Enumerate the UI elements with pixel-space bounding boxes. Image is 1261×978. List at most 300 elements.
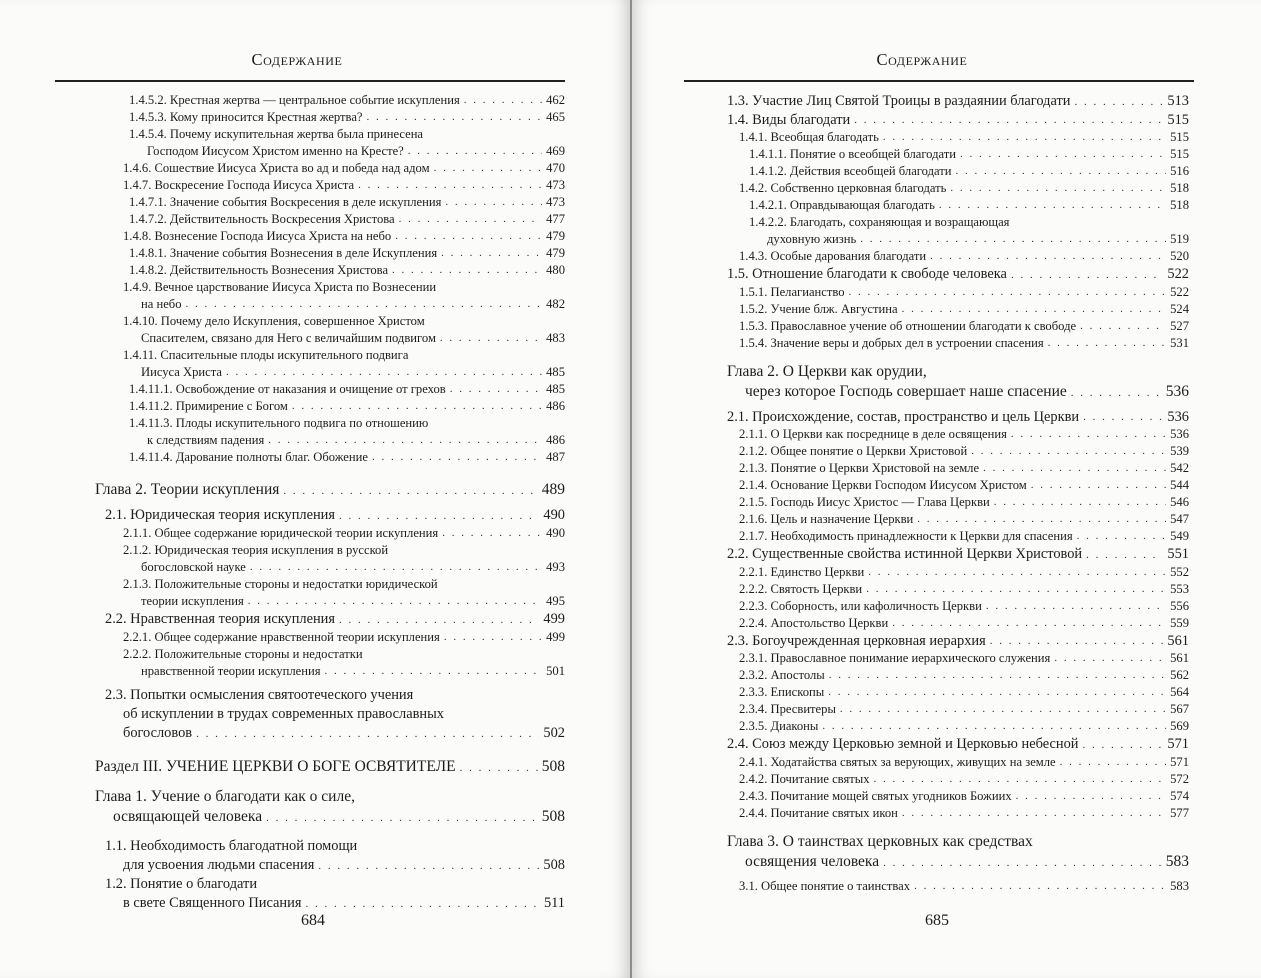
page-number: 684 [301,912,325,929]
toc-entry [95,245,565,262]
toc-entry [727,684,1189,701]
toc-entry [727,214,1189,248]
toc-entry [727,92,1189,111]
toc-page-number: 508 [541,758,565,775]
leader-dots [866,584,1166,595]
toc-page-number: 501 [546,664,565,678]
leader-dots [1071,388,1162,399]
leader-dots [292,401,542,412]
toc-page-number: 527 [1170,318,1189,333]
toc-page-number: 520 [1170,249,1189,263]
toc-page-number: 493 [546,560,565,574]
toc-entry-title-line: 1.4.1.1. Понятие о всеобщей благодати [749,147,957,161]
leader-dots [460,763,538,774]
toc-page-number: 547 [1170,512,1189,526]
leader-dots [1083,412,1163,423]
leader-dots [186,299,543,310]
toc-entry [727,129,1189,146]
toc-entry [727,301,1189,318]
toc-page-number: 480 [546,263,565,277]
leader-dots [917,514,1166,525]
toc-entry [727,564,1189,581]
toc-page-number: 542 [1170,461,1189,475]
toc-page-number: 536 [1170,427,1189,441]
toc-entry [727,788,1189,805]
toc-entry [95,506,565,525]
toc-entry-title-line: 1.4.8.2. Действительность Вознесения Христова [129,263,389,277]
toc-entry-title-line: к следствиям падения [147,433,265,447]
toc-entry [95,398,565,415]
toc-entry [727,443,1189,460]
leader-dots [840,704,1166,715]
toc-entry [727,615,1189,632]
toc-page-number: 490 [546,526,565,540]
toc-page-number: 486 [546,433,565,447]
toc-entry-title-line: Господом Иисусом Христом именно на Кресте? [147,144,404,158]
toc-entry-title-line: 1.2. Понятие о благодати [105,876,258,892]
toc-entry [95,875,565,913]
toc-entry-title-line: 1.4.10. Почему дело Искупления, совершенное Христом [123,314,425,328]
toc-entry-title-line: 2.4.1. Ходатайства святых за верующих, живущих на земле [739,754,1056,769]
toc-entry-title-line: 2.4.2. Почитание святых [739,771,870,786]
leader-dots [829,670,1166,681]
toc-entry-title-line: 2.1.1. Общее содержание юридической теории искупления [123,526,439,540]
left-page [0,0,630,978]
leader-dots [440,333,542,344]
leader-dots [1016,791,1166,802]
toc-entry-title-line: 2.1.6. Цель и назначение Церкви [739,512,914,526]
toc-entry [95,211,565,228]
toc-page-number: 522 [1170,284,1189,299]
leader-dots [268,435,542,446]
toc-entry [727,146,1189,163]
toc-entry-title-line: 2.1.4. Основание Церкви Господом Иисусом Христом [739,478,1027,492]
toc-entry-title-line: 1.4.5.4. Почему искупительная жертва была принесена [129,127,424,141]
toc-entry-title-line: 1.3. Участие Лиц Святой Троицы в раздаянии благодати [727,93,1071,109]
toc-entry-title-line: 2.3.2. Апостолы [739,668,825,682]
toc-entry-title-line: 2.4.4. Почитание святых икон [739,805,898,820]
toc-entry [95,92,565,109]
toc-entry [727,805,1189,822]
toc-page-number: 556 [1170,598,1189,613]
leader-dots [444,632,542,643]
page-number: 685 [925,912,949,929]
toc-entry-title-line: 1.4.1. Всеобщая благодать [739,130,879,144]
toc-page-number: 574 [1170,788,1189,803]
toc-entry [727,598,1189,615]
toc-entry-title-line: 1.4.8. Вознесение Господа Иисуса Христа на небо [123,229,392,243]
toc-entry [727,667,1189,684]
toc-entry [727,197,1189,214]
toc-entry [95,686,565,743]
toc-entry [727,111,1189,130]
leader-dots [318,861,539,872]
leader-dots [367,112,543,123]
toc-page-number: 567 [1170,702,1189,716]
toc-entry-title-line: 1.4.1.2. Действия всеобщей благодати [749,164,952,178]
toc-entry [727,701,1189,718]
toc-entry [95,194,565,211]
toc-page-number: 490 [543,507,565,523]
toc-entry [727,265,1189,284]
toc-entry-title-line: богословов [123,725,193,741]
toc-entry [95,228,565,245]
leader-dots [971,446,1166,457]
toc-entry [727,163,1189,180]
toc-entry [95,415,565,449]
toc-page-number: 473 [546,178,565,192]
toc-page-number: 477 [546,212,565,226]
toc-entry [95,837,565,875]
leader-dots [868,567,1166,578]
leader-dots [450,384,542,395]
toc-entry-title-line: 1.4. Виды благодати [727,111,851,128]
toc-page-number: 524 [1170,301,1189,316]
toc-entry [727,771,1189,788]
toc-entry-title-line: 2.3.5. Диаконы [739,719,819,733]
toc-page-number: 479 [546,229,565,243]
toc-entry-title-line: 2.1.2. Общее понятие о Церкви Христовой [739,444,968,458]
toc-page-number: 571 [1170,754,1189,769]
table-of-contents [727,92,1189,895]
header-rule [55,80,565,82]
toc-page-number: 482 [546,297,565,311]
leader-dots [434,163,543,174]
leader-dots [305,899,539,910]
toc-page-number: 485 [546,382,565,396]
leader-dots [408,146,542,157]
toc-entry [95,381,565,398]
toc-entry [727,650,1189,667]
toc-entry-title-line: 2.1. Юридическая теория искупления [105,507,335,523]
toc-page-number: 551 [1167,546,1189,562]
toc-entry [727,408,1189,427]
toc-entry [727,248,1189,265]
toc-entry-title-line: 1.4.5.3. Кому приносится Крестная жертва? [129,110,363,124]
leader-dots [986,601,1166,612]
toc-page-number: 470 [546,161,565,175]
toc-entry-title-line: Глава 2. О Церкви как орудии, [727,362,927,380]
toc-entry [727,545,1189,564]
leader-dots [392,265,542,276]
toc-page-number: 499 [543,611,565,627]
toc-entry-title-line: 1.4.11. Спасительные плоды искупительного подвига [123,348,409,362]
leader-dots [395,231,542,242]
toc-entry-title-line: Глава 2. Теории искупления [95,481,280,498]
toc-page-number: 487 [546,450,565,464]
leader-dots [860,234,1166,245]
toc-entry [95,279,565,313]
leader-dots [1077,531,1166,542]
toc-page-number: 485 [546,365,565,379]
running-header: Содержание [876,50,968,69]
toc-page-number: 489 [541,481,565,498]
toc-entry-title-line: 1.4.2.1. Оправдывающая благодать [749,198,935,212]
toc-entry [727,494,1189,511]
toc-entry [95,629,565,646]
toc-page-number: 536 [1167,408,1189,425]
toc-page-number: 502 [543,725,565,741]
toc-page-number: 564 [1170,685,1189,699]
leader-dots [1080,321,1166,332]
toc-entry-title-line: через которое Господь совершает наше спасение [745,382,1067,400]
leader-dots [250,562,542,573]
toc-entry [727,632,1189,651]
toc-entry [727,581,1189,598]
toc-entry [95,262,565,279]
toc-page-number: 561 [1167,632,1189,649]
leader-dots [1048,338,1166,349]
leader-dots [914,881,1166,892]
toc-entry-title-line: 1.1. Необходимость благодатной помощи [105,838,358,854]
toc-entry [95,787,565,827]
toc-entry-title-line: 1.4.7.1. Значение события Воскресения в деле искупления [129,195,442,209]
table-of-contents [95,92,565,913]
leader-dots [339,615,539,626]
toc-entry-title-line: 1.4.9. Вечное царствование Иисуса Христа по Вознесении [123,280,437,294]
toc-page-number: 486 [546,399,565,413]
leader-dots [930,251,1166,262]
toc-entry [95,525,565,542]
leader-dots [266,813,538,824]
toc-entry-title-line: 2.2.2. Положительные стороны и недостатки [123,647,363,661]
toc-entry-title-line: теории искупления [141,594,244,608]
leader-dots [1054,653,1166,664]
toc-entry [727,460,1189,477]
toc-entry-title-line: 1.5.1. Пелагианство [739,284,845,299]
toc-entry [727,284,1189,301]
leader-dots [892,618,1166,629]
toc-entry-title-line: 2.2. Нравственная теория искупления [105,611,335,627]
right-page [632,0,1261,978]
toc-page-number: 465 [546,110,565,124]
toc-entry-title-line: 2.3. Богоучрежденная церковная иерархия [727,632,986,649]
toc-entry [95,646,565,680]
toc-page-number: 499 [546,630,565,644]
leader-dots [442,528,542,539]
toc-entry-title-line: 1.4.11.3. Плоды искупительного подвига по отношению [129,416,429,430]
toc-entry-title-line: 1.4.3. Особые дарования благодати [739,249,927,263]
leader-dots [955,166,1166,177]
toc-entry-title-line: 1.4.5.2. Крестная жертва — центральное событие искупления [129,93,460,107]
toc-entry-title-line: на небо [141,297,182,311]
leader-dots [883,132,1166,143]
leader-dots [939,200,1166,211]
toc-entry-title-line: 2.2.3. Соборность, или кафоличность Церкви [739,598,982,613]
toc-entry-title-line: 2.1.1. О Церкви как посреднице в деле освящения [739,427,1007,441]
toc-entry [727,335,1189,352]
toc-entry-title-line: богословской науке [141,560,246,574]
leader-dots [990,636,1164,647]
toc-page-number: 462 [546,93,565,107]
toc-page-number: 473 [546,195,565,209]
toc-entry-title-line: Глава 1. Учение о благодати как о силе, [95,788,355,805]
leader-dots [226,367,542,378]
toc-entry-title-line: Глава 3. О таинствах церковных как средствах [727,832,1033,850]
toc-entry-title-line: в свете Священного Писания [123,895,302,911]
leader-dots [339,511,539,522]
toc-page-number: 531 [1170,335,1189,350]
toc-page-number: 518 [1170,198,1189,212]
leader-dots [1060,757,1166,768]
toc-page-number: 553 [1170,581,1189,596]
toc-entry-title-line: 2.3.1. Православное понимание иерархического служения [739,651,1051,665]
toc-page-number: 511 [543,895,565,911]
toc-entry [727,426,1189,443]
toc-entry-title-line: 1.4.2.2. Благодать, сохраняющая и возращающая [749,215,1010,229]
toc-entry [727,528,1189,545]
toc-entry [727,832,1189,872]
toc-page-number: 552 [1170,564,1189,579]
toc-page-number: 561 [1170,651,1189,665]
toc-page-number: 571 [1167,736,1189,752]
leader-dots [1082,740,1163,751]
toc-entry-title-line: 2.1. Происхождение, состав, пространство и цель Церкви [727,408,1080,425]
toc-page-number: 577 [1170,805,1189,820]
leader-dots [358,180,542,191]
toc-page-number: 513 [1167,93,1189,109]
toc-entry [95,313,565,347]
leader-dots [849,287,1167,298]
leader-dots [1011,270,1163,281]
toc-entry [727,511,1189,528]
toc-page-number: 519 [1170,232,1189,246]
toc-entry [727,735,1189,754]
toc-entry [727,477,1189,494]
toc-entry-title-line: нравственной теории искупления [141,664,321,678]
toc-entry-title-line: 1.4.7.2. Действительность Воскресения Христова [129,212,395,226]
toc-page-number: 515 [1170,147,1189,161]
toc-entry [727,318,1189,335]
toc-entry-title-line: 1.5.3. Православное учение об отношении благодати к свободе [739,318,1077,333]
toc-page-number: 469 [546,144,565,158]
toc-entry-title-line: 2.2. Существенные свойства истинной Церкви Христовой [727,546,1083,562]
toc-entry-title-line: 2.3. Попытки осмысления святоотеческого учения [105,687,414,703]
toc-page-number: 518 [1170,181,1189,195]
toc-entry-title-line: Спасителем, связано для Него с величайшим подвигом [141,331,436,345]
toc-entry-title-line: 1.4.2. Собственно церковная благодать [739,181,947,195]
toc-entry [95,347,565,381]
toc-entry-title-line: об искуплении в трудах современных православных [123,706,444,722]
toc-page-number: 559 [1170,615,1189,630]
toc-page-number: 508 [541,808,565,825]
toc-page-number: 516 [1170,164,1189,178]
toc-page-number: 515 [1167,111,1189,128]
toc-entry-title-line: духовную жизнь [767,232,857,246]
leader-dots [196,729,539,740]
leader-dots [1011,429,1166,440]
header-rule [684,80,1194,82]
toc-entry-title-line: освящения человека [745,852,880,870]
toc-entry-title-line: 1.4.11.1. Освобождение от наказания и очищение от грехов [129,382,446,396]
toc-entry [95,480,565,500]
toc-entry-title-line: Иисуса Христа [141,365,223,379]
toc-page-number: 562 [1170,668,1189,682]
toc-entry-title-line: 2.1.2. Юридическая теория искупления в русской [123,543,389,557]
leader-dots [950,183,1166,194]
toc-page-number: 583 [1165,852,1189,870]
toc-entry [95,109,565,126]
leader-dots [399,214,542,225]
leader-dots [822,721,1166,732]
toc-page-number: 515 [1170,130,1189,144]
leader-dots [883,858,1162,869]
toc-page-number: 583 [1170,878,1189,893]
leader-dots [464,95,542,106]
leader-dots [445,197,542,208]
toc-page-number: 539 [1170,444,1189,458]
toc-entry-title-line: 2.2.1. Общее содержание нравственной теории искупления [123,630,440,644]
toc-entry-title-line: 2.3.3. Епископы [739,685,825,699]
toc-entry-title-line: 2.4.3. Почитание мощей святых угодников Божиих [739,788,1012,803]
leader-dots [874,774,1167,785]
toc-page-number: 569 [1170,719,1189,733]
toc-page-number: 536 [1165,382,1189,400]
toc-entry-title-line: 1.5. Отношение благодати к свободе человека [727,266,1007,282]
leader-dots [1074,97,1163,108]
leader-dots [960,149,1166,160]
toc-entry [95,542,565,576]
toc-entry-title-line: Раздел III. УЧЕНИЕ ЦЕРКВИ О БОГЕ ОСВЯТИТЕЛЕ [95,758,456,775]
toc-page-number: 479 [546,246,565,260]
toc-entry-title-line: 2.2.1. Единство Церкви [739,564,865,579]
toc-page-number: 549 [1170,529,1189,543]
leader-dots [1031,480,1166,491]
toc-entry-title-line: 2.1.5. Господь Иисус Христос — Глава Церкви [739,495,990,509]
toc-page-number: 546 [1170,495,1189,509]
toc-page-number: 508 [543,857,565,873]
toc-page-number: 483 [546,331,565,345]
toc-entry-title-line: 2.2.4. Апостольство Церкви [739,615,889,630]
toc-entry-title-line: 1.5.2. Учение блж. Августина [739,301,898,316]
leader-dots [248,596,542,607]
toc-entry-title-line: 1.4.11.4. Дарование полноты благ. Обожение [129,450,368,464]
toc-entry-title-line: 2.2.2. Святость Церкви [739,581,863,596]
toc-entry-title-line: 2.3.4. Пресвитеры [739,702,836,716]
toc-entry [727,878,1189,895]
toc-entry-title-line: 1.4.11.2. Примирение с Богом [129,399,288,413]
toc-entry [727,180,1189,197]
toc-page-number: 572 [1170,771,1189,786]
leader-dots [854,115,1163,126]
toc-entry [95,160,565,177]
leader-dots [994,497,1166,508]
toc-entry [727,718,1189,735]
toc-entry-title-line: освящающей человека [113,808,263,825]
toc-entry-title-line: 2.4. Союз между Церковью земной и Церковью небесной [727,736,1079,752]
toc-entry-title-line: 1.5.4. Значение веры и добрых дел в устроении спасения [739,335,1044,350]
toc-entry [727,362,1189,402]
toc-entry [95,177,565,194]
toc-page-number: 522 [1167,266,1189,282]
leader-dots [441,248,542,259]
toc-entry [727,754,1189,771]
leader-dots [372,452,542,463]
toc-entry-title-line: 3.1. Общее понятие о таинствах [739,878,911,893]
toc-entry-title-line: 2.1.3. Положительные стороны и недостатки юридической [123,577,438,591]
leader-dots [1086,550,1163,561]
leader-dots [902,808,1166,819]
running-header: Содержание [251,50,343,69]
leader-dots [325,666,543,677]
leader-dots [828,687,1166,698]
toc-entry-title-line: 1.4.6. Сошествие Иисуса Христа во ад и победа над адом [123,161,430,175]
toc-entry-title-line: 1.4.7. Воскресение Господа Иисуса Христа [123,178,355,192]
toc-entry [95,576,565,610]
leader-dots [902,304,1167,315]
toc-page-number: 495 [546,594,565,608]
toc-entry [95,757,565,777]
